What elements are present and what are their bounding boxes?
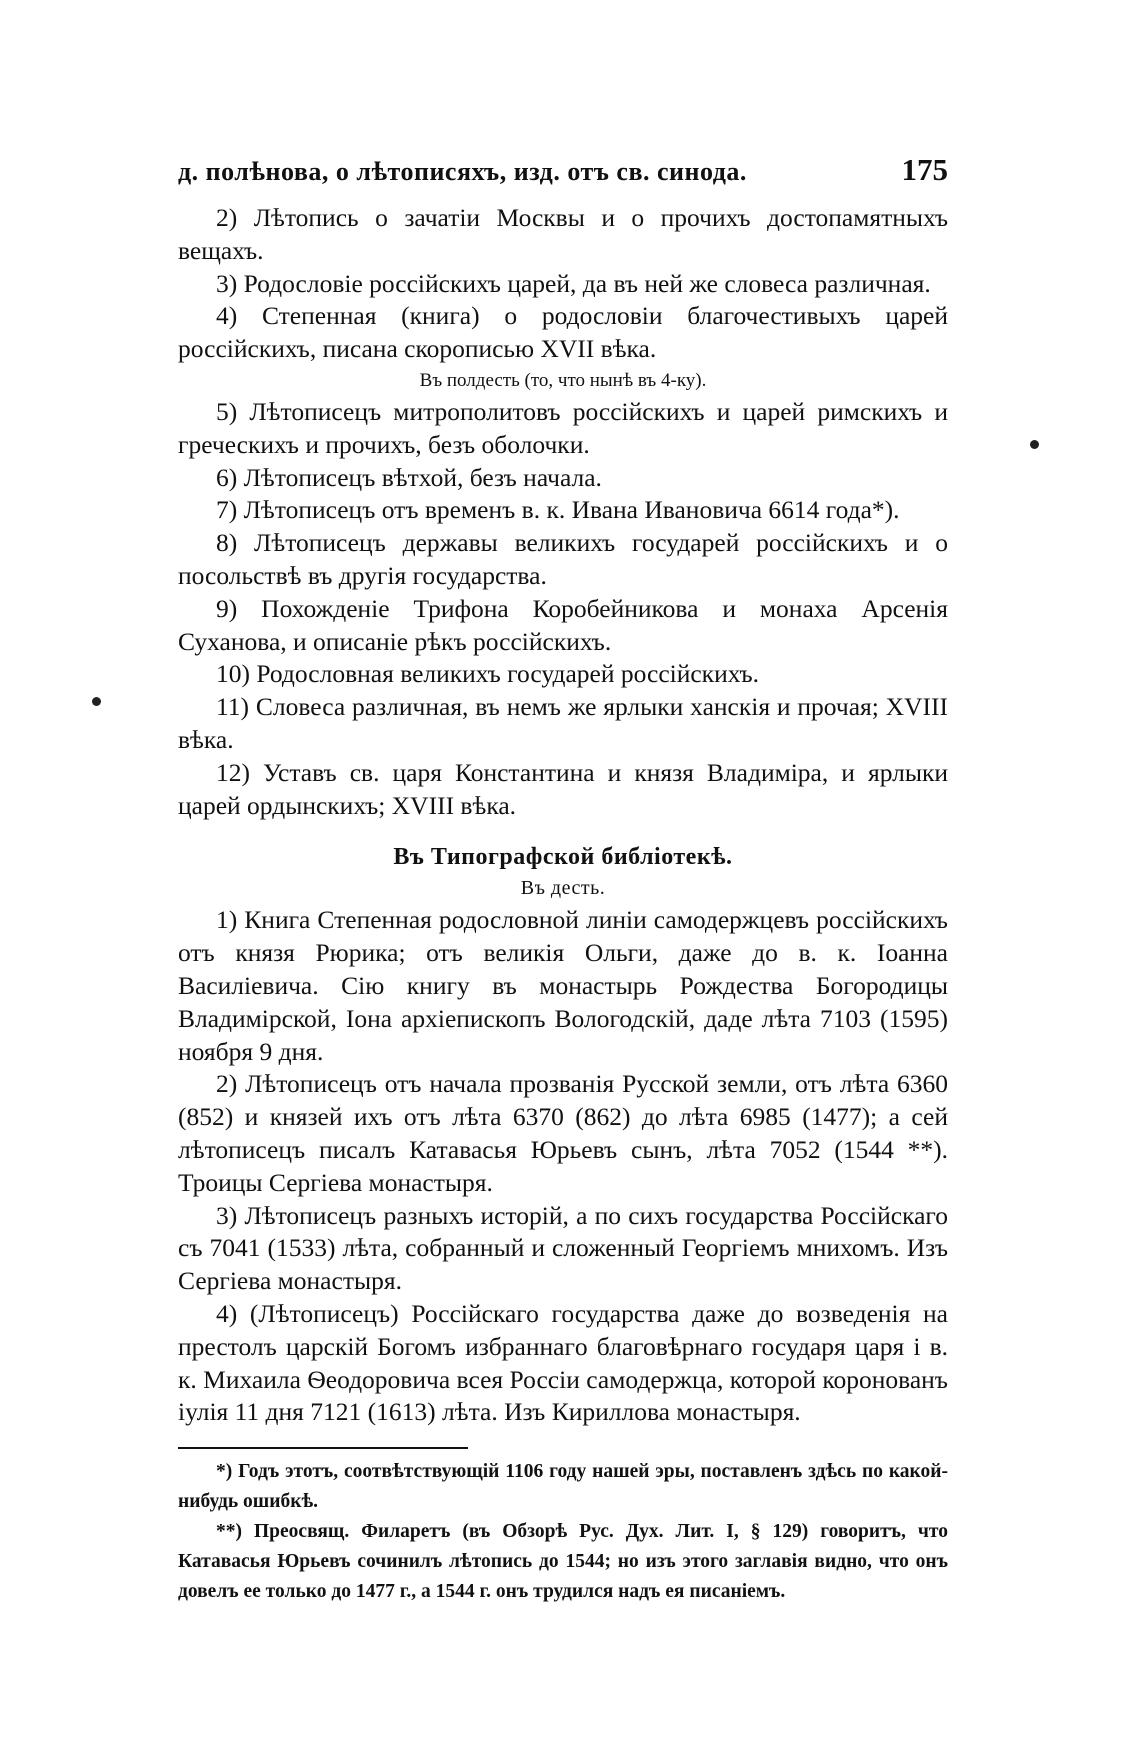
list-item: 11) Словеса различная, въ немъ же ярлыки ханскія и прочая; XVIII вѣка. (178, 692, 948, 754)
list-item: 2) Лѣтопись о зачатіи Москвы и о прочихъ достопамятныхъ вещахъ. (178, 203, 948, 265)
list-item: 6) Лѣтописецъ вѣтхой, безъ начала. (216, 462, 602, 492)
page (178, 152, 948, 1607)
footnote: **) Преосвящ. Филаретъ (въ Обзорѣ Рус. Дух. Лит. I, § 129) говоритъ, что Катавасья Юрьевъ сочинилъ лѣтопись до 1544; но изъ этого заглавія видно, что онъ довелъ ее только до 1477 г., а 1544 г. онъ трудился надъ ея писаніемъ. (178, 1521, 948, 1603)
footnote: *) Годъ этотъ, соотвѣтствующій 1106 году нашей эры, поставленъ здѣсь по какой-нибудь ошибкѣ. (178, 1461, 948, 1513)
list-item: 12) Уставъ св. царя Константина и князя Владиміра, и ярлыки царей ордынскихъ; XVIII вѣка. (178, 757, 948, 820)
list-item: 1) Книга Степенная родословной линіи самодержцевъ россійскихъ отъ князя Рюрика; отъ великія Ольги, даже до в. к. Іоанна Василіевича. Сію книгу въ монастырь Рождества Богородицы Владимірской, Іона архіепископъ Вологодскій, даде лѣта 7103 (1595) ноября 9 дня. (178, 905, 948, 1066)
format-note: Въ полдесть (то, что нынѣ въ 4-ку). (419, 369, 707, 391)
list-item: 3) Лѣтописецъ разныхъ исторій, а по сихъ государства Россійскаго съ 7041 (1533) лѣта, собранный и сложенный Георгіемъ мнихомъ. Изъ Сергіева монастыря. (178, 1200, 948, 1296)
section-subheading: Въ десть. (520, 877, 606, 900)
margin-mark-left (92, 697, 101, 706)
list-item: 8) Лѣтописецъ державы великихъ государей россійскихъ и о посольствѣ въ другія государства. (178, 528, 948, 590)
page-header (178, 152, 948, 188)
list-item: 7) Лѣтописецъ отъ временъ в. к. Ивана Ивановича 6614 года*). (216, 495, 900, 525)
list-item: 9) Похожденіе Трифона Коробейникова и монаха Арсенія Суханова, и описаніе рѣкъ россійскихъ. (178, 593, 948, 656)
margin-mark-right (1030, 440, 1039, 449)
footnote-divider (178, 1447, 468, 1449)
section-title: Въ Типографской библіотекѣ. (393, 844, 733, 871)
list-item: 5) Лѣтописецъ митрополитовъ россійскихъ и царей римскихъ и греческихъ и прочихъ, безъ оболочки. (178, 396, 948, 459)
running-head: д. полѣнова, о лѣтописяхъ, изд. отъ св. синода. (178, 157, 747, 186)
list-item: 2) Лѣтописецъ отъ начала прозванія Русской земли, отъ лѣта 6360 (852) и князей ихъ отъ лѣта 6370 (862) до лѣта 6985 (1477); а сей лѣтописецъ писалъ Катавасья Юрьевъ сынъ, лѣта 7052 (1544 **). Троицы Сергіева монастыря. (178, 1069, 948, 1197)
list-item: 4) (Лѣтописецъ) Россійскаго государства даже до возведенія на престолъ царскій Богомъ избраннагo благовѣрнагo государя царя і в. к. Михаила Ѳеодоровича всея Россіи самодержца, которой коронованъ іулія 11 дня 7121 (1613) лѣта. Изъ Кириллова монастыря. (178, 1298, 948, 1427)
list-item: 4) Степенная (книга) о родословіи благочестивыхъ царей россійскихъ, писана скорописью XVII вѣка. (178, 301, 948, 364)
list-item: 3) Родословіе россійскихъ царей, да въ ней же словеса различная. (216, 268, 931, 298)
page-number: 175 (901, 152, 948, 187)
list-item: 10) Родословная великихъ государей россійскихъ. (216, 659, 760, 689)
